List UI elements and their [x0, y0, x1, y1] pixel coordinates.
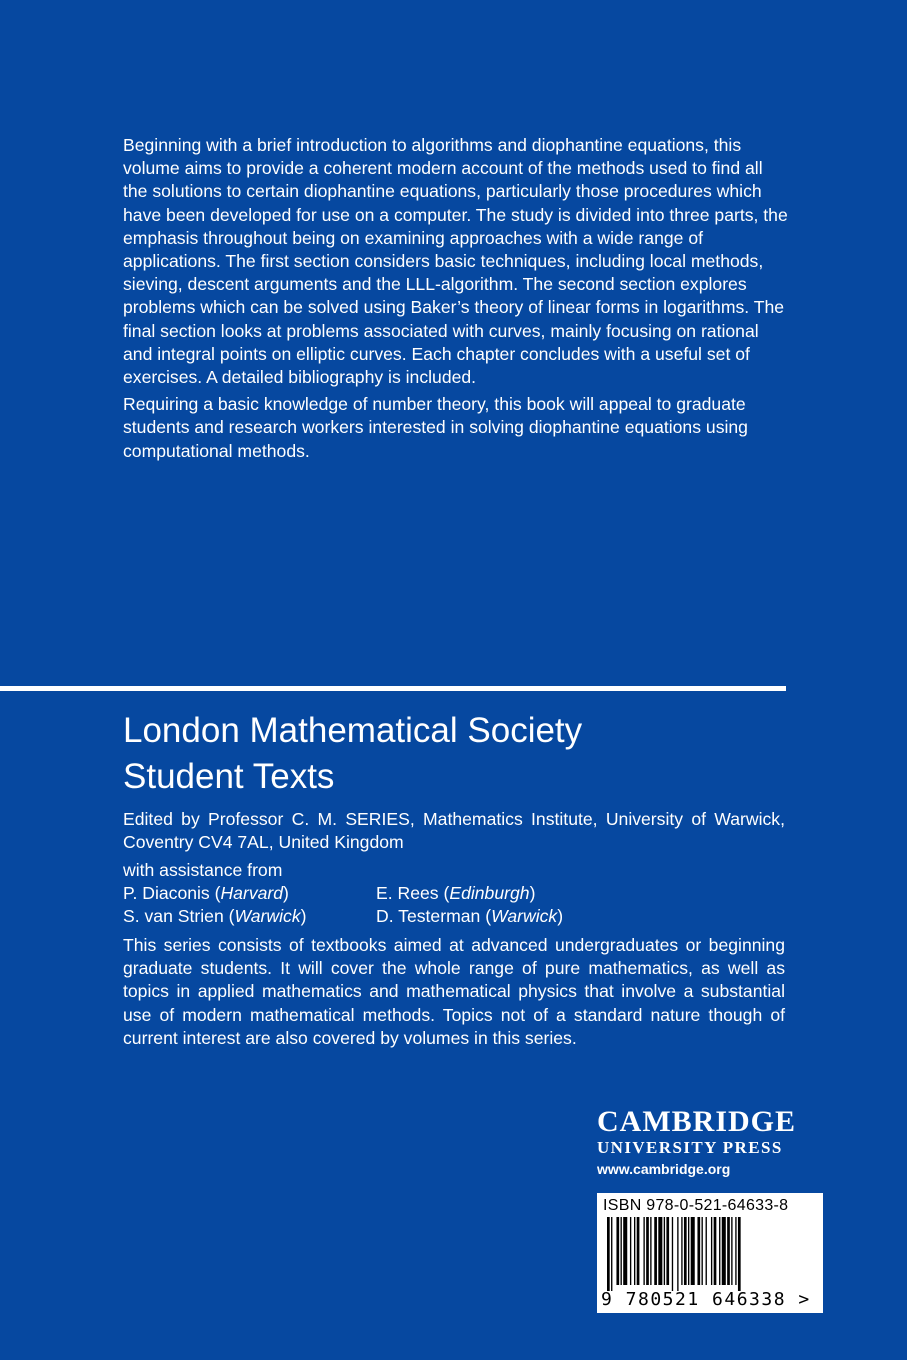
- barcode-bar: [727, 1217, 730, 1285]
- barcode-bar: [735, 1217, 736, 1285]
- barcode-bar: [611, 1217, 612, 1291]
- isbn-label: ISBN 978-0-521-64633-8: [603, 1197, 789, 1214]
- barcode-bar: [637, 1217, 640, 1285]
- series-title-line-2: Student Texts: [123, 757, 335, 796]
- barcode-bar: [697, 1217, 700, 1285]
- barcode-bar: [738, 1217, 741, 1291]
- barcode-bar: [719, 1217, 720, 1285]
- barcode-bar: [677, 1217, 678, 1291]
- barcode-bar: [623, 1217, 627, 1285]
- barcode-bar: [658, 1217, 662, 1285]
- barcode-bar: [681, 1217, 682, 1285]
- isbn-barcode: [597, 1193, 823, 1313]
- assistant-entry: P. Diaconis (Harvard): [123, 883, 289, 904]
- barcode-bars-icon: [603, 1217, 817, 1291]
- divider-rule: [0, 686, 786, 691]
- assistance-label: with assistance from: [123, 860, 283, 880]
- assistant-entry: D. Testerman (Warwick): [376, 906, 564, 927]
- barcode-bar: [654, 1217, 657, 1285]
- editorial-assistants: [123, 859, 785, 929]
- series-description: This series consists of textbooks aimed at advanced undergraduates or beginning graduate students. It will cover the whole range of pure mathematics, as well as topics in applied mathematics and mathematical physics that involve a substantial use of modern mathematical methods. Topics not of a standard nature though of current interest are also covered by volumes in this series.: [123, 935, 785, 1048]
- publisher-logo: [597, 1106, 827, 1180]
- assistant-entry: S. van Strien (Warwick): [123, 906, 307, 927]
- barcode-bar: [666, 1217, 669, 1285]
- assistant-entry: E. Rees (Edinburgh): [376, 883, 536, 904]
- barcode-digits: 9 780521 646338 >: [601, 1289, 811, 1310]
- barcode-bar: [722, 1217, 726, 1285]
- series-editor: Edited by Professor C. M. SERIES, Mathematics Institute, University of Warwick, Coventry CV4 7AL, United Kingdom: [123, 809, 785, 853]
- publisher-subname: UNIVERSITY PRESS: [597, 1138, 783, 1157]
- barcode-bar: [646, 1217, 649, 1285]
- barcode-bar: [634, 1217, 635, 1285]
- barcode-bar: [672, 1217, 673, 1291]
- series-title-line-1: London Mathematical Society: [123, 711, 583, 750]
- barcode-bar: [607, 1217, 610, 1291]
- publisher-name: CAMBRIDGE: [597, 1105, 797, 1138]
- barcode-bar: [711, 1217, 712, 1285]
- publisher-url: www.cambridge.org: [597, 1161, 731, 1177]
- blurb-paragraph-1: Beginning with a brief introduction to algorithms and diophantine equations, this volume aims to provide a coherent modern account of the methods used to find all the solutions to certain diophantine equations, particularly those procedures which have been developed for use on a computer. The study is divided into three parts, the emphasis throughout being on examining approaches with a wide range of applications. The first section considers basic techniques, including local methods, sieving, descent arguments and the LLL-algorithm. The second section explores problems which can be solved using Baker’s theory of linear forms in logarithms. The final section looks at problems associated with curves, mainly focusing on rational and integral points on elliptic curves. Each chapter concludes with a useful set of exercises. A detailed bibliography is included.: [123, 135, 788, 388]
- barcode-bar: [684, 1217, 687, 1285]
- barcode-bar: [664, 1217, 665, 1285]
- barcode-bar: [706, 1217, 707, 1285]
- barcode-bar: [616, 1217, 619, 1285]
- barcode-bar: [630, 1217, 631, 1285]
- barcode-bar: [643, 1217, 644, 1285]
- barcode-bar: [714, 1217, 717, 1285]
- series-title: [123, 708, 788, 800]
- assistants-table: [123, 882, 563, 928]
- barcode-bar: [731, 1217, 732, 1285]
- barcode-bar: [650, 1217, 651, 1285]
- barcode-bar: [691, 1217, 695, 1285]
- barcode-bar: [688, 1217, 689, 1285]
- barcode-bar: [621, 1217, 622, 1285]
- blurb-paragraph-2: Requiring a basic knowledge of number theory, this book will appeal to graduate students and research workers interested in solving diophantine equations using computational methods.: [123, 394, 748, 461]
- back-cover-blurb: [123, 134, 788, 467]
- barcode-bar: [702, 1217, 703, 1285]
